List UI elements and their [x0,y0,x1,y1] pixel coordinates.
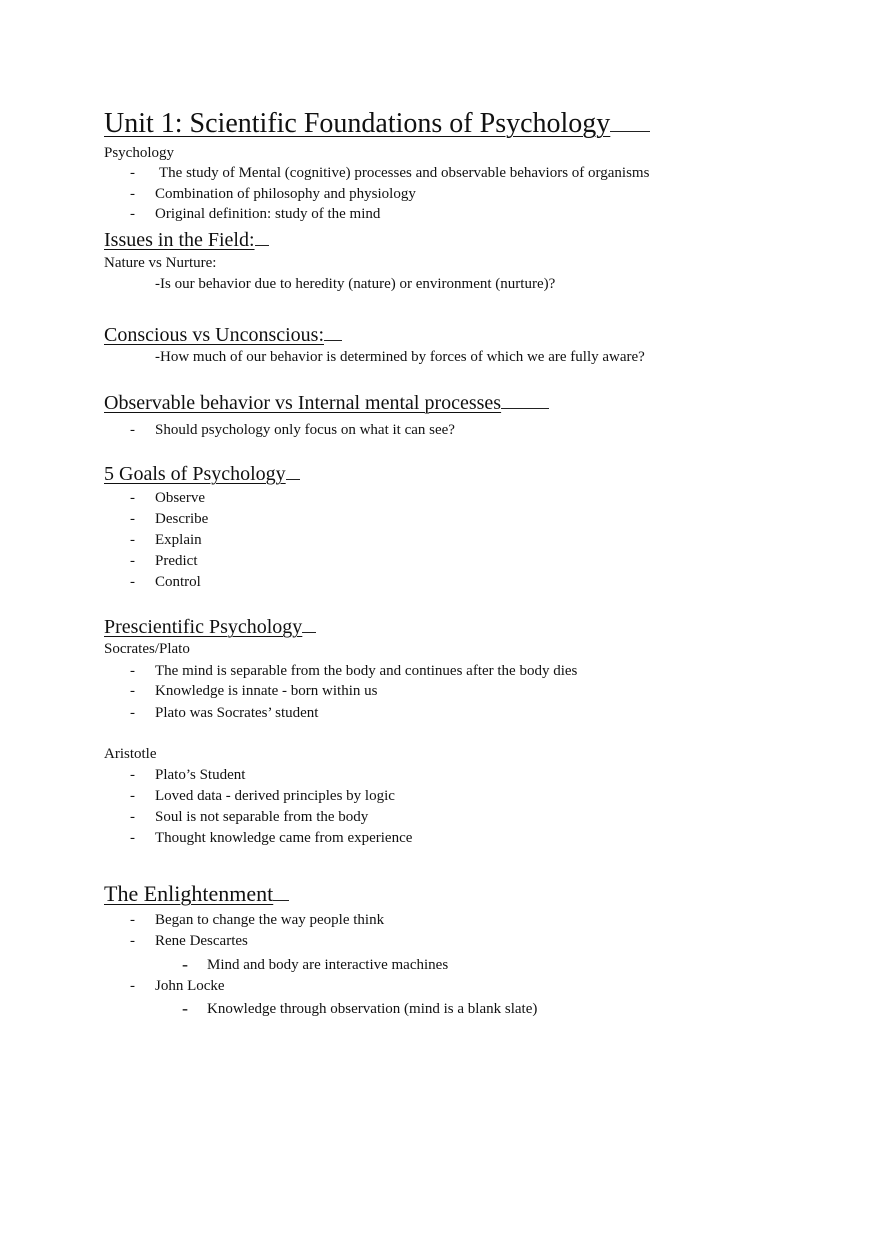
conscious-heading-text: Conscious vs Unconscious: [104,324,324,346]
bullet-dash: - [130,186,135,202]
bullet-dash: - [130,206,135,222]
list-item: Plato’s Student [155,767,246,783]
list-item: Control [155,574,201,590]
bullet-dash: - [130,705,135,721]
list-item: Describe [155,511,209,527]
conscious-question: -How much of our behavior is determined by forces of which we are fully aware? [155,349,645,365]
bullet-dash: - [130,553,135,569]
issues-heading-text: Issues in the Field: [104,229,255,251]
observable-list [0,420,880,442]
sub-list-item: Mind and body are interactive machines [207,957,449,973]
list-item: The study of Mental (cognitive) processes and observable behaviors of organisms [159,165,650,181]
bullet-dash: - [130,809,135,825]
aristotle-label: Aristotle [104,746,157,762]
list-item: The mind is separable from the body and continues after the body dies [155,663,578,679]
sub-bullet-dash: - [182,954,188,974]
socrates-label: Socrates/Plato [104,641,190,657]
psychology-list [0,163,880,225]
bullet-dash: - [130,490,135,506]
goals-heading-text: 5 Goals of Psychology [104,463,286,485]
list-item: John Locke [155,978,225,994]
goals-list [0,488,880,594]
bullet-dash: - [130,830,135,846]
list-item: Should psychology only focus on what it can see? [155,422,455,438]
aristotle-list [0,765,880,851]
bullet-dash: - [130,788,135,804]
bullet-dash: - [130,532,135,548]
enlightenment-heading [104,881,289,907]
psychology-label: Psychology [104,145,175,161]
prescientific-heading-text: Prescientific Psychology [104,616,303,638]
bullet-dash: - [130,663,135,679]
observable-heading-text: Observable behavior vs Internal mental processes [104,392,502,414]
heading-underline-tail [501,407,549,409]
conscious-heading [104,323,342,347]
prescientific-heading [104,615,316,639]
nature-label: Nature vs Nurture: [104,255,217,271]
page-title [104,106,650,142]
list-item: Began to change the way people think [155,912,385,928]
heading-underline-tail [273,899,289,901]
nature-question: -Is our behavior due to heredity (nature) or environment (nurture)? [155,276,556,292]
heading-underline-tail [324,339,342,341]
enlightenment-heading-text: The Enlightenment [104,881,274,906]
bullet-dash: - [130,165,135,181]
socrates-list [0,661,880,725]
list-item: Observe [155,490,205,506]
sub-list-item: Knowledge through observation (mind is a blank slate) [207,1001,538,1017]
list-item: Plato was Socrates’ student [155,705,319,721]
bullet-dash: - [130,912,135,928]
heading-underline-tail [255,244,269,246]
list-item: Thought knowledge came from experience [155,830,413,846]
bullet-dash: - [130,767,135,783]
observable-heading [104,391,549,415]
list-item: Predict [155,553,198,569]
bullet-dash: - [130,683,135,699]
sub-bullet-dash: - [182,998,188,1018]
bullet-dash: - [130,511,135,527]
bullet-dash: - [130,933,135,949]
list-item: Knowledge is innate - born within us [155,683,378,699]
bullet-dash: - [130,574,135,590]
bullet-dash: - [130,422,135,438]
list-item: Explain [155,532,202,548]
page-title-text: Unit 1: Scientific Foundations of Psychology [104,108,611,139]
goals-heading [104,462,300,486]
heading-underline-tail [302,631,316,633]
enlightenment-list [0,910,880,1022]
list-item: Original definition: study of the mind [155,206,381,222]
bullet-dash: - [130,978,135,994]
issues-heading [104,228,269,252]
list-item: Soul is not separable from the body [155,809,369,825]
title-underline-tail [610,130,650,132]
list-item: Loved data - derived principles by logic [155,788,395,804]
list-item: Rene Descartes [155,933,248,949]
heading-underline-tail [286,478,300,480]
list-item: Combination of philosophy and physiology [155,186,416,202]
